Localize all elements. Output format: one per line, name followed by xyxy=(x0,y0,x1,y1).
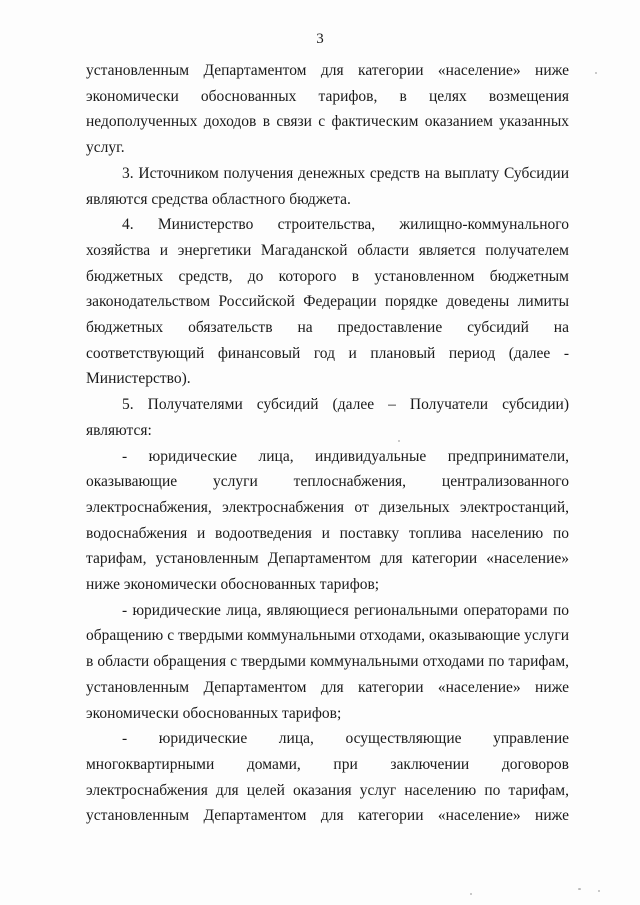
paragraph-item-5: 5. Получателями субсидий (далее – Получатели субсидии) являются: xyxy=(86,396,569,439)
paragraph-item-4: 4. Министерство строительства, жилищно-коммунального хозяйства и энергетики Магаданской области является получателем бюджетных средств, до которого в установленном бюджетным законодательством Российской Федерации порядке доведены лимиты бюджетных обязательств на предоставление субсидий на соответствующий финансовый год и плановый период (далее - Министерство). xyxy=(86,216,569,388)
page-number: 3 xyxy=(316,31,324,47)
list-item-recipients-utilities: - юридические лица, индивидуальные предприниматели, оказывающие услуги теплоснабжения, централизованного электроснабжения, электроснабжения от дизельных электростанций, водоснабжения и водоотведения и поставку топлива населению по тарифам, установленным Департаментом для категории «население» ниже экономически обоснованных тарифов; xyxy=(86,447,569,594)
scan-speck xyxy=(398,440,400,442)
paragraph-item-3: 3. Источником получения денежных средств на выплату Субсидии являются средства областного бюджета. xyxy=(86,164,569,208)
list-item-recipients-waste-operators: - юридические лица, являющиеся региональными операторами по обращению с твердыми коммунальными отходами, оказывающие услуги в области обращения с твердыми коммунальными отходами по тарифам, установленным Департаментом для категории «население» ниже экономически обоснованных тарифов; xyxy=(86,601,569,722)
scan-speck xyxy=(470,893,472,895)
list-item-recipients-housing-management: - юридические лица, осуществляющие управление многоквартирными домами, при заключении договоров электроснабжения для целей оказания услуг населению по тарифам, установленным Департаментом для категории «население» ниже xyxy=(86,730,569,825)
document-body xyxy=(86,58,569,829)
paragraph-continuation: установленным Департаментом для категории «население» ниже экономически обоснованных тарифов, в целях возмещения недополученных доходов в связи с фактическим оказанием указанных услуг. xyxy=(86,62,569,157)
scan-speck xyxy=(595,72,597,74)
scan-speck xyxy=(578,888,581,890)
scan-speck xyxy=(598,890,600,892)
